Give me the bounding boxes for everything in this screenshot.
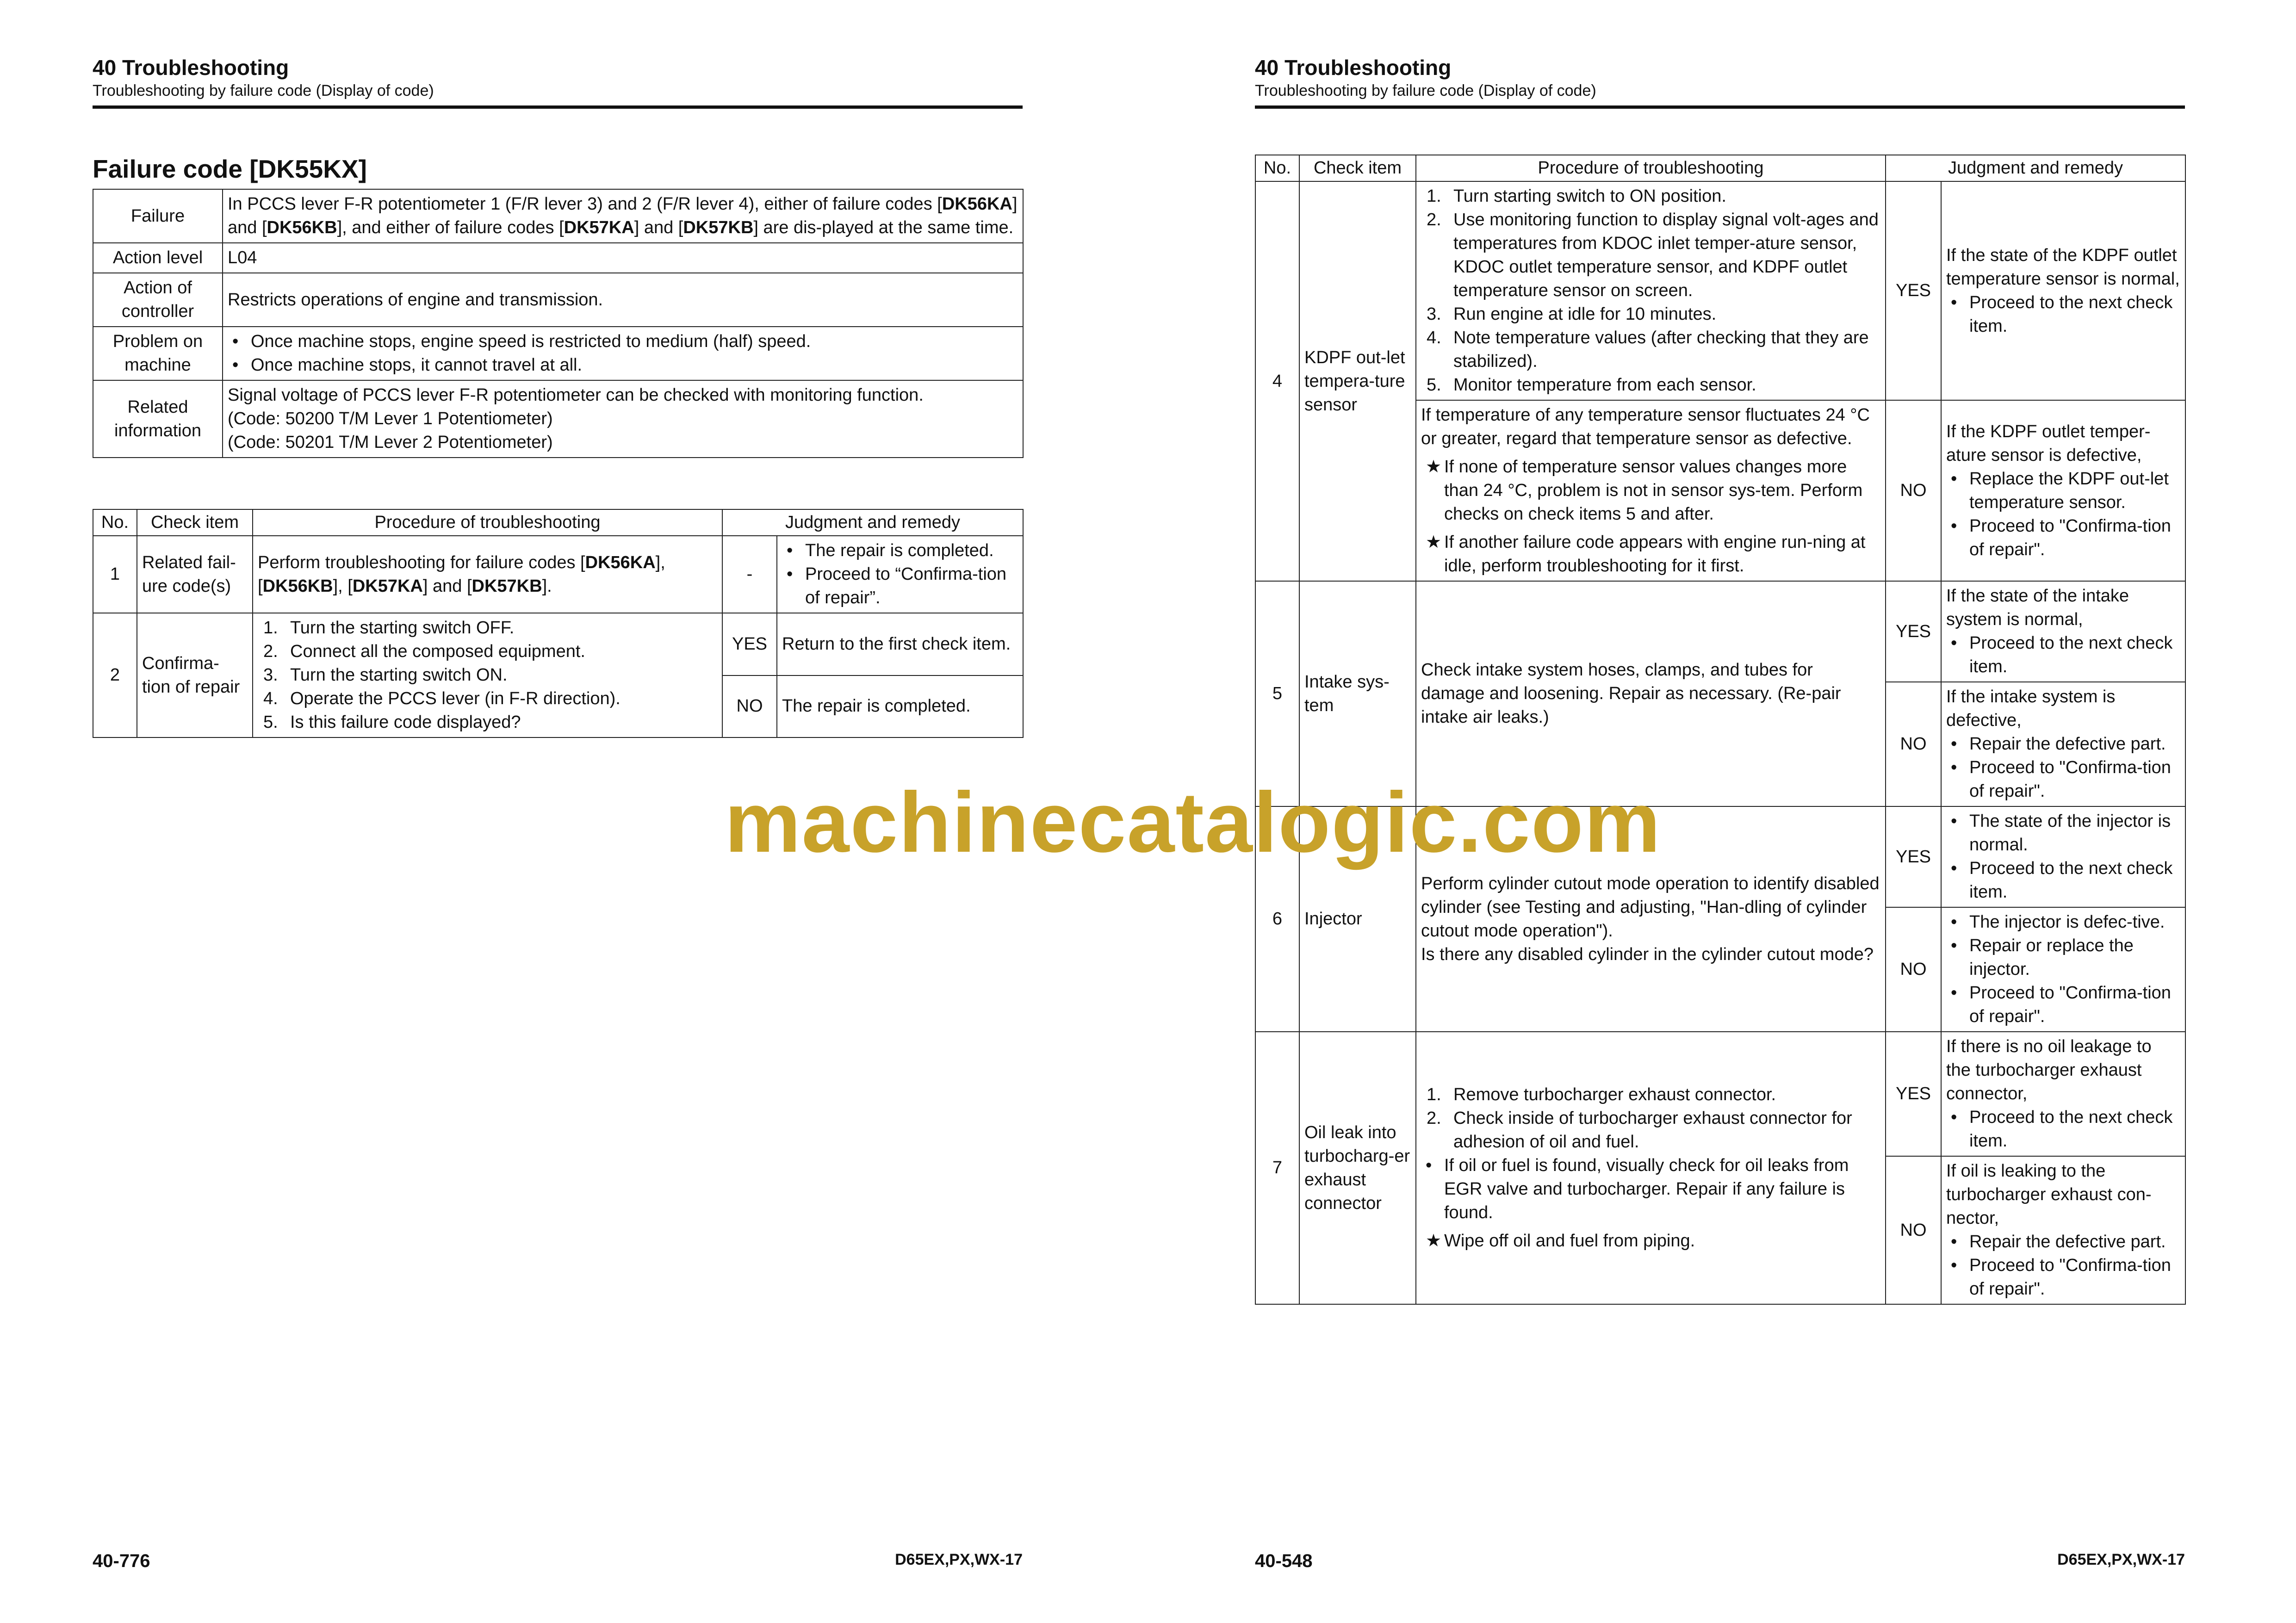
page-number: 40-776 (93, 1551, 150, 1571)
failure-info-table (93, 189, 1024, 458)
remedy-item: • Proceed to the next check item. (1951, 633, 2173, 676)
table-header-row (93, 509, 1023, 536)
note-item: ★ If none of temperature sensor values changes more than 24 °C, problem is not in sensor sys-tem. Perform checks on check items 5 and after. (1426, 457, 1863, 524)
problem-item: • Once machine stops, engine speed is restricted to medium (half) speed. (232, 332, 811, 351)
col-header-check: Check item (137, 509, 253, 536)
action-level-value: L04 (223, 243, 1023, 273)
page-header (1255, 55, 2185, 109)
remedy-item: • Proceed to "Confirma-tion of repair". (1951, 1256, 2171, 1299)
row-no-remedy (1941, 400, 2185, 581)
table-row (93, 613, 1023, 675)
row-yes: YES (1886, 806, 1941, 907)
row-no-remedy (1941, 682, 2185, 806)
watermark: machinecatalogic.com (725, 775, 1662, 870)
procedure-table (1255, 155, 2186, 1305)
procedure-step: 2. Connect all the composed equipment. (263, 642, 585, 661)
row-no: 7 (1255, 1032, 1299, 1304)
row-no-remedy: The repair is completed. (777, 675, 1023, 738)
problem-list (223, 327, 1023, 380)
problem-label: Problem on machine (93, 327, 223, 380)
row-no-remedy (1941, 1156, 2185, 1304)
section-subtitle: Troubleshooting by failure code (Display of code) (93, 82, 434, 99)
row-yn: - (722, 536, 777, 613)
col-header-check: Check item (1299, 155, 1416, 181)
related-line: (Code: 50200 T/M Lever 1 Potentiometer) (228, 409, 553, 428)
failure-row (93, 189, 1023, 243)
row-remedy (777, 536, 1023, 613)
row-no: 6 (1255, 806, 1299, 1032)
row-no: 5 (1255, 581, 1299, 806)
failure-text-part: In PCCS lever F-R potentiometer 1 (F/R lever 3) and 2 (F/R lever 4), either of failure codes [ (228, 194, 942, 214)
row-procedure (1416, 1032, 1886, 1304)
procedure-table (93, 509, 1024, 738)
failure-code-ref: DK57KB (683, 218, 754, 237)
failure-text-part: ] and [ (634, 218, 683, 237)
note-item: ★ If another failure code appears with engine run-ning at idle, perform troubleshooting for it first. (1426, 533, 1866, 576)
related-info-row (93, 380, 1023, 458)
row-no-label: NO (1886, 907, 1941, 1032)
related-label: Related information (93, 380, 223, 458)
remedy-text: If the intake system is defective, (1946, 687, 2116, 730)
row-procedure: Check intake system hoses, clamps, and tubes for damage and loosening. Repair as necessary. (Re-pair intake air leaks.) (1416, 581, 1886, 806)
remedy-item: • The state of the injector is normal. (1951, 812, 2171, 855)
row-yes-remedy (1941, 1032, 2185, 1156)
row-check-item: Related fail-ure code(s) (137, 536, 253, 613)
procedure-text: Perform cylinder cutout mode operation to identify disabled cylinder (see Testing and adjusting, "Han-dling of cylinder cutout mode operation"). (1421, 873, 1880, 941)
page-number: 40-548 (1255, 1551, 1313, 1571)
remedy-item: • Proceed to the next check item. (1951, 859, 2173, 902)
row-yes: YES (1886, 1032, 1941, 1156)
failure-label: Failure (93, 189, 223, 243)
row-yes-remedy (1941, 581, 2185, 682)
remedy-item: • Proceed to "Confirma-tion of repair". (1951, 983, 2171, 1026)
col-header-no: No. (93, 509, 137, 536)
row-no: 2 (93, 613, 137, 737)
action-controller-label: Action of controller (93, 273, 223, 327)
row-check-item: KDPF out-let tempera-ture sensor (1299, 181, 1416, 581)
row-yes-remedy (1941, 806, 2185, 907)
remedy-item: • Proceed to the next check item. (1951, 1108, 2173, 1151)
procedure-step: 5. Monitor temperature from each sensor. (1427, 375, 1756, 395)
row-yes: YES (1886, 181, 1941, 400)
page-header (93, 55, 1023, 109)
note-item: ★ Wipe off oil and fuel from piping. (1426, 1231, 1695, 1251)
row-no-label: NO (1886, 400, 1941, 581)
col-header-procedure: Procedure of troubleshooting (253, 509, 722, 536)
row-procedure (1416, 400, 1886, 581)
procedure-step: 3. Run engine at idle for 10 minutes. (1427, 304, 1717, 324)
procedure-step: 1. Remove turbocharger exhaust connector. (1427, 1085, 1776, 1104)
procedure-step: 3. Turn the starting switch ON. (263, 665, 508, 685)
action-level-label: Action level (93, 243, 223, 273)
remedy-text: If the state of the intake system is normal, (1946, 586, 2129, 629)
procedure-step: 4. Operate the PCCS lever (in F-R direction). (263, 689, 621, 708)
remedy-item: • Proceed to "Confirma-tion of repair". (1951, 758, 2171, 801)
procedure-text: If temperature of any temperature sensor fluctuates 24 °C or greater, regard that temperature sensor as defective. (1421, 405, 1870, 448)
failure-code-ref: DK56KA (942, 194, 1012, 214)
remedy-item: • The injector is defec-tive. (1951, 912, 2165, 932)
remedy-text: If the KDPF outlet temper-ature sensor is defective, (1946, 421, 2151, 465)
row-yes-remedy (1941, 181, 2185, 400)
procedure-step: 1. Turn starting switch to ON position. (1427, 186, 1726, 206)
related-line: Signal voltage of PCCS lever F-R potentiometer can be checked with monitoring function. (228, 385, 924, 405)
remedy-item: • The repair is completed. (787, 541, 994, 560)
failure-code-title: Failure code [DK55KX] (93, 155, 367, 183)
procedure-step: 5. Is this failure code displayed? (263, 712, 521, 732)
remedy-item: • Repair the defective part. (1951, 1232, 2166, 1251)
row-no: 4 (1255, 181, 1299, 581)
action-controller-value: Restricts operations of engine and transmission. (223, 273, 1023, 327)
table-row (1255, 181, 2185, 400)
problem-item: • Once machine stops, it cannot travel at all. (232, 355, 583, 375)
table-header-row (1255, 155, 2185, 181)
procedure-step: 2. Use monitoring function to display signal volt-ages and temperatures from KDOC inlet temper-ature sensor, KDOC outlet temperature sensor, and KDPF outlet temperature sensor on screen. (1427, 210, 1879, 300)
remedy-item: • Repair the defective part. (1951, 734, 2166, 754)
section-title: 40 Troubleshooting (1255, 56, 1452, 80)
related-info (223, 380, 1023, 458)
col-header-procedure: Procedure of troubleshooting (1416, 155, 1886, 181)
remedy-item: • Proceed to “Confirma-tion of repair”. (787, 564, 1007, 607)
procedure-step: 4. Note temperature values (after checking that they are stabilized). (1427, 328, 1869, 371)
row-no-remedy (1941, 907, 2185, 1032)
row-procedure (253, 613, 722, 737)
row-check-item: Injector (1299, 806, 1416, 1032)
row-procedure: Perform troubleshooting for failure codes [DK56KA], [DK56KB], [DK57KA] and [DK57KB]. (253, 536, 722, 613)
row-no: 1 (93, 536, 137, 613)
row-procedure (1416, 181, 1886, 400)
failure-text (223, 189, 1023, 243)
table-row (1255, 581, 2185, 682)
col-header-judgment: Judgment and remedy (1886, 155, 2185, 181)
procedure-step: 1. Turn the starting switch OFF. (263, 618, 515, 638)
model-label: D65EX,PX,WX-17 (895, 1551, 1023, 1568)
row-no-label: NO (722, 675, 777, 738)
remedy-text: If oil is leaking to the turbocharger exhaust con-nector, (1946, 1161, 2152, 1228)
failure-text-part: ] and [ (228, 194, 1018, 237)
row-no-label: NO (1886, 682, 1941, 806)
row-yes: YES (1886, 581, 1941, 682)
remedy-item: • Proceed to "Confirma-tion of repair". (1951, 516, 2171, 559)
remedy-item: • Replace the KDPF out-let temperature sensor. (1951, 469, 2169, 512)
row-check-item: Oil leak into turbocharg-er exhaust connector (1299, 1032, 1416, 1304)
procedure-step: 2. Check inside of turbocharger exhaust connector for adhesion of oil and fuel. (1427, 1109, 1852, 1152)
section-title: 40 Troubleshooting (93, 56, 289, 80)
row-yes: YES (722, 613, 777, 675)
procedure-text: Is there any disabled cylinder in the cylinder cutout mode? (1421, 944, 1874, 964)
table-row (1255, 1032, 2185, 1156)
action-level-row (93, 243, 1023, 273)
row-yes-remedy: Return to the first check item. (777, 613, 1023, 675)
col-header-judgment: Judgment and remedy (722, 509, 1023, 536)
failure-code-ref: DK57KA (564, 218, 634, 237)
remedy-item: • Repair or replace the injector. (1951, 936, 2134, 979)
failure-text-part: ], and either of failure codes [ (337, 218, 564, 237)
col-header-no: No. (1255, 155, 1299, 181)
related-line: (Code: 50201 T/M Lever 2 Potentiometer) (228, 433, 553, 452)
section-subtitle: Troubleshooting by failure code (Display of code) (1255, 82, 1596, 99)
failure-code-ref: DK56KB (267, 218, 337, 237)
row-no-label: NO (1886, 1156, 1941, 1304)
table-row (93, 536, 1023, 613)
procedure-bullet: • If oil or fuel is found, visually check for oil leaks from EGR valve and turbocharger. Repair if any failure is found. (1426, 1156, 1849, 1222)
remedy-item: • Proceed to the next check item. (1951, 292, 2173, 336)
model-label: D65EX,PX,WX-17 (2057, 1551, 2185, 1568)
row-check-item: Intake sys-tem (1299, 581, 1416, 806)
row-check-item: Confirma-tion of repair (137, 613, 253, 737)
action-controller-row (93, 273, 1023, 327)
problem-row (93, 327, 1023, 380)
remedy-text: If there is no oil leakage to the turbocharger exhaust connector, (1946, 1037, 2152, 1103)
remedy-text: If the state of the KDPF outlet temperature sensor is normal, (1946, 245, 2180, 289)
failure-text-part: ] are dis-played at the same time. (753, 218, 1014, 237)
